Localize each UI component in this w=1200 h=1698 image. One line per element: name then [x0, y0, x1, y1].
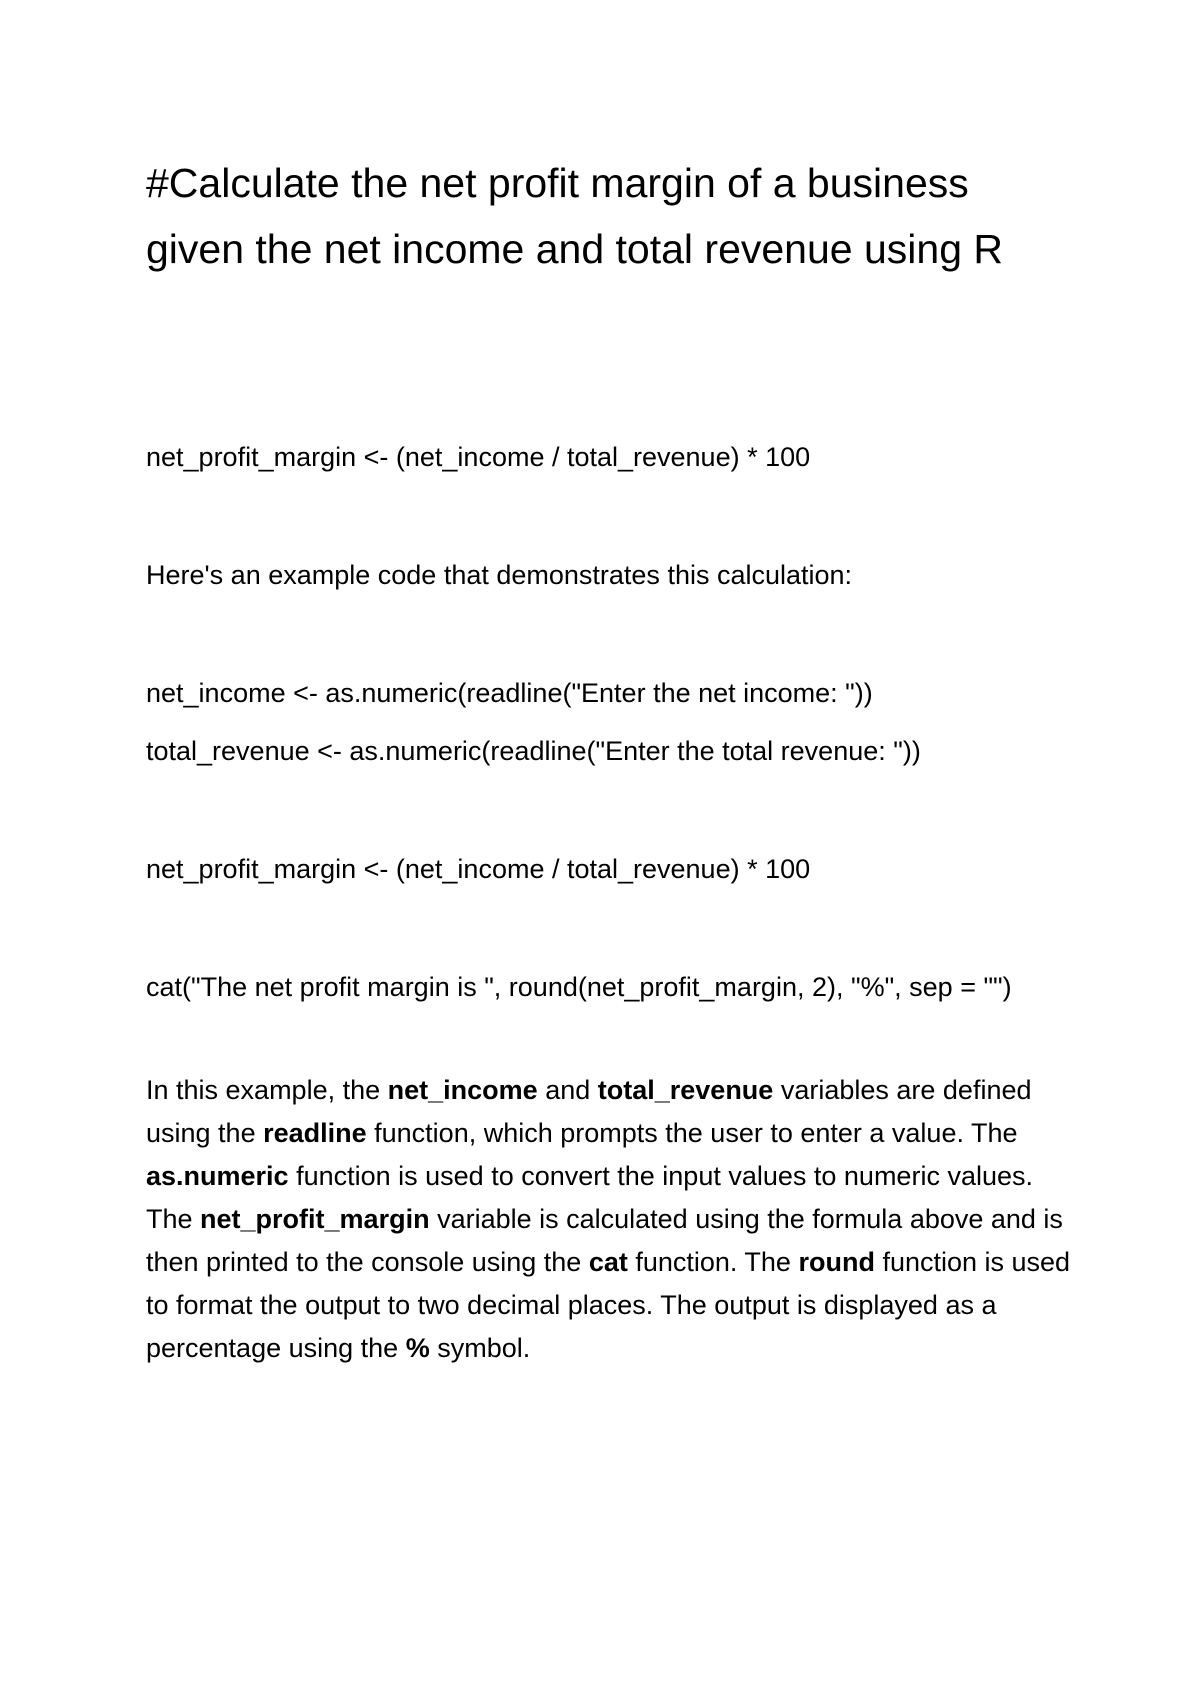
- formula-line-repeat: net_profit_margin <- (net_income / total_revenue) * 100: [146, 854, 811, 884]
- explanation-text: function is used to format the output to two decimal places. The output is displayed as a percentage using the: [146, 1247, 1071, 1363]
- keyword-round: round: [798, 1247, 875, 1277]
- keyword-as-numeric: as.numeric: [146, 1161, 289, 1191]
- intro-text: Here's an example code that demonstrates this calculation:: [146, 560, 853, 590]
- keyword-total-revenue: total_revenue: [597, 1075, 774, 1105]
- code-line-cat: cat("The net profit margin is ", round(net_profit_margin, 2), "%", sep = ""): [146, 972, 1012, 1002]
- explanation-text: variable is calculated using the formula above and is then printed to the console using the: [146, 1204, 1063, 1277]
- explanation-text: variables are defined using the: [146, 1075, 1032, 1148]
- explanation-text: symbol.: [429, 1333, 531, 1363]
- formula-line: net_profit_margin <- (net_income / total_revenue) * 100: [146, 442, 811, 472]
- keyword-net-profit-margin: net_profit_margin: [200, 1204, 430, 1234]
- keyword-percent: %: [405, 1333, 430, 1363]
- explanation-text: function, which prompts the user to enter a value. The: [366, 1118, 1018, 1148]
- document-title: #Calculate the net profit margin of a business given the net income and total revenue using R: [146, 160, 1003, 272]
- explanation-text: In this example, the: [146, 1075, 388, 1105]
- keyword-cat: cat: [588, 1247, 628, 1277]
- keyword-net-income: net_income: [387, 1075, 538, 1105]
- explanation-text: function is used to convert the input values to numeric values. The: [146, 1161, 1033, 1234]
- explanation-text: function. The: [627, 1247, 799, 1277]
- code-line-total-revenue: total_revenue <- as.numeric(readline("Enter the total revenue: ")): [146, 736, 921, 766]
- explanation-text: and: [537, 1075, 598, 1105]
- explanation-paragraph: [146, 1069, 1071, 1370]
- keyword-readline: readline: [263, 1118, 367, 1148]
- code-line-net-income: net_income <- as.numeric(readline("Enter the net income: ")): [146, 678, 873, 708]
